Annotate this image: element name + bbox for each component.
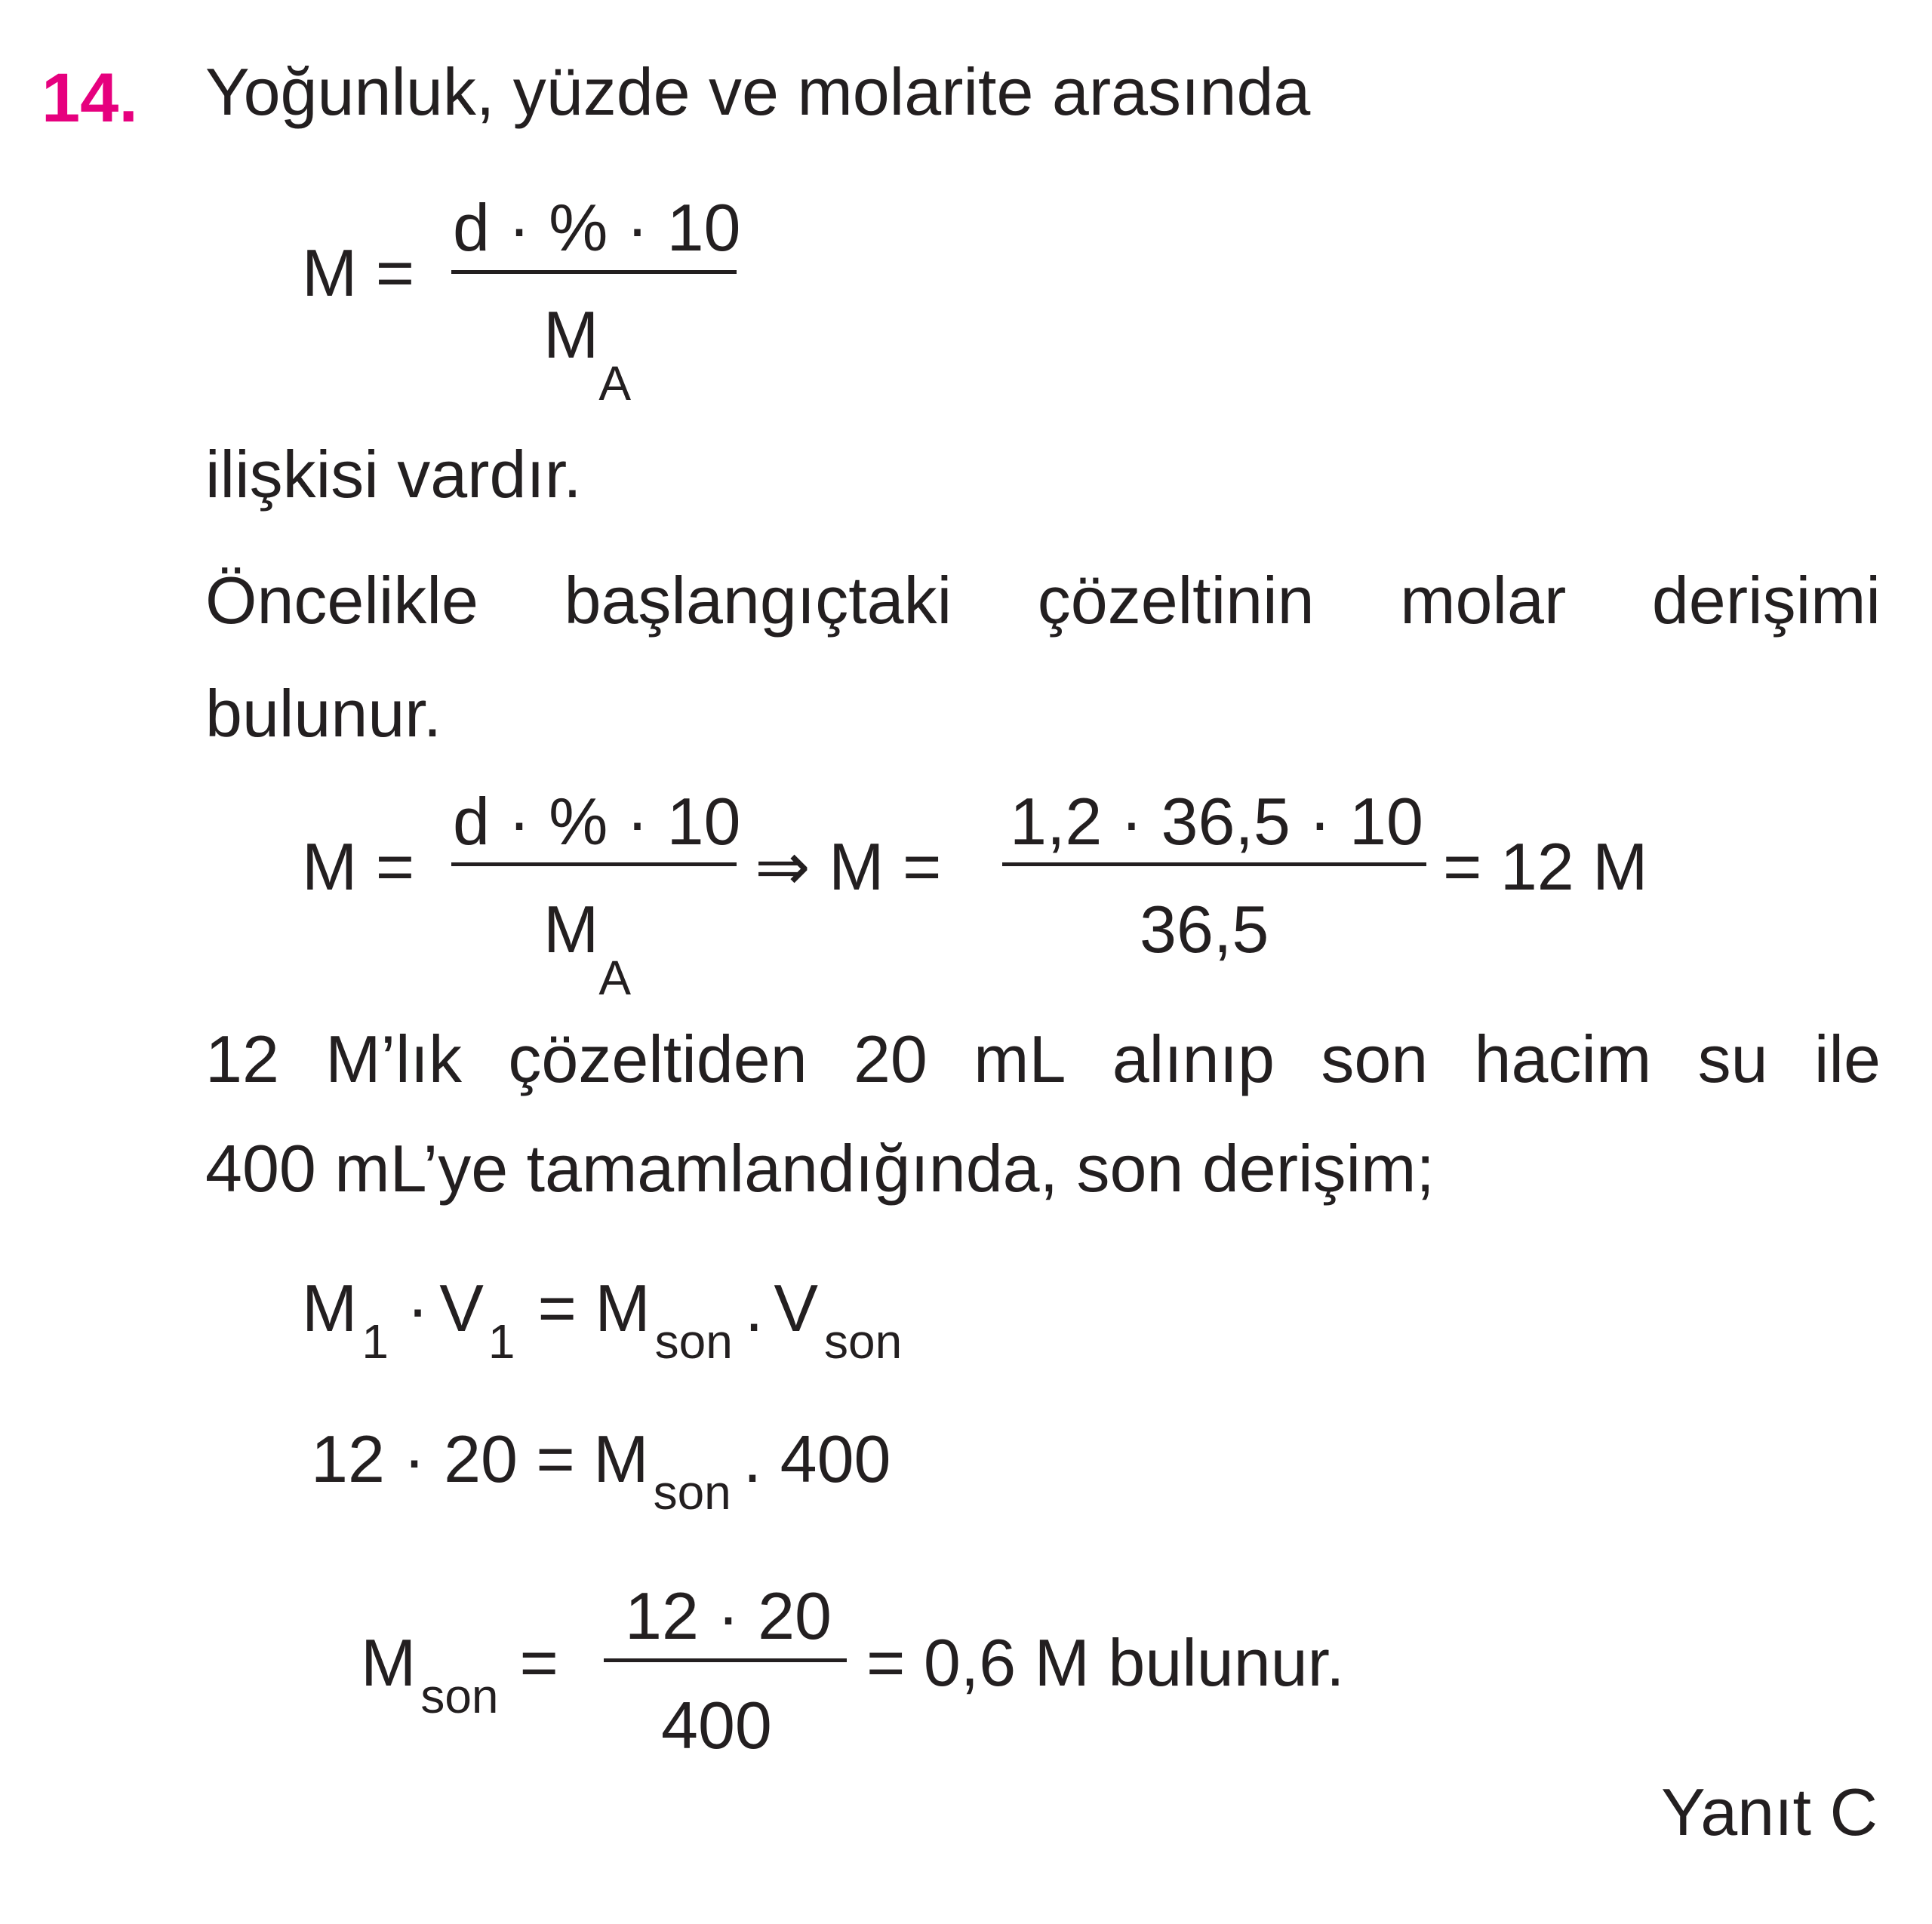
relation-text: ilişkisi vardır. bbox=[205, 437, 582, 512]
formula1-denominator: $M_A$ bbox=[543, 297, 631, 410]
formula2-num2: 1,2 · 36,5 · 10 bbox=[1010, 784, 1423, 859]
formula1-fraction-bar bbox=[451, 270, 737, 274]
dilution-equation: M 1 · V 1 = M son . V son bbox=[302, 1271, 903, 1369]
formula2-denominator: $M_A$ bbox=[543, 892, 631, 1005]
substitution-equation: 12 · 20 = M son . 400 bbox=[311, 1421, 891, 1520]
result-denominator: 400 bbox=[661, 1688, 772, 1763]
formula1-numerator: d · % · 10 bbox=[453, 190, 741, 265]
result-fraction-bar bbox=[604, 1658, 847, 1662]
result-numerator: 12 · 20 bbox=[625, 1578, 832, 1653]
formula2-lhs: M = bbox=[302, 829, 415, 904]
question-number: 14. bbox=[42, 60, 138, 137]
formula2-fraction-bar-2 bbox=[1002, 862, 1426, 866]
answer-label: Yanıt C bbox=[1661, 1775, 1878, 1849]
intro-text: Yoğunluk, yüzde ve molarite arasında bbox=[205, 54, 1311, 129]
formula1-lhs: M = bbox=[302, 235, 415, 310]
para2-line1: 12 M’lık çözeltiden 20 mL alınıp son hacim su ile bbox=[205, 1022, 1881, 1096]
formula2-fraction-bar bbox=[451, 862, 737, 866]
formula2-implies: ⇒ M = bbox=[755, 829, 942, 904]
para1-line2: bulunur. bbox=[205, 676, 442, 751]
result-value: = 0,6 M bulunur. bbox=[866, 1625, 1345, 1700]
formula2-numerator: d · % · 10 bbox=[453, 784, 741, 859]
para2-line2: 400 mL’ye tamamlandığında, son derişim; bbox=[205, 1131, 1435, 1206]
formula2-result: = 12 M bbox=[1443, 829, 1648, 904]
formula2-den2: 36,5 bbox=[1140, 892, 1269, 967]
result-lhs: M son = bbox=[361, 1625, 558, 1723]
para1-line1: Öncelikle başlangıçtaki çözeltinin molar derişimi bbox=[205, 563, 1881, 638]
